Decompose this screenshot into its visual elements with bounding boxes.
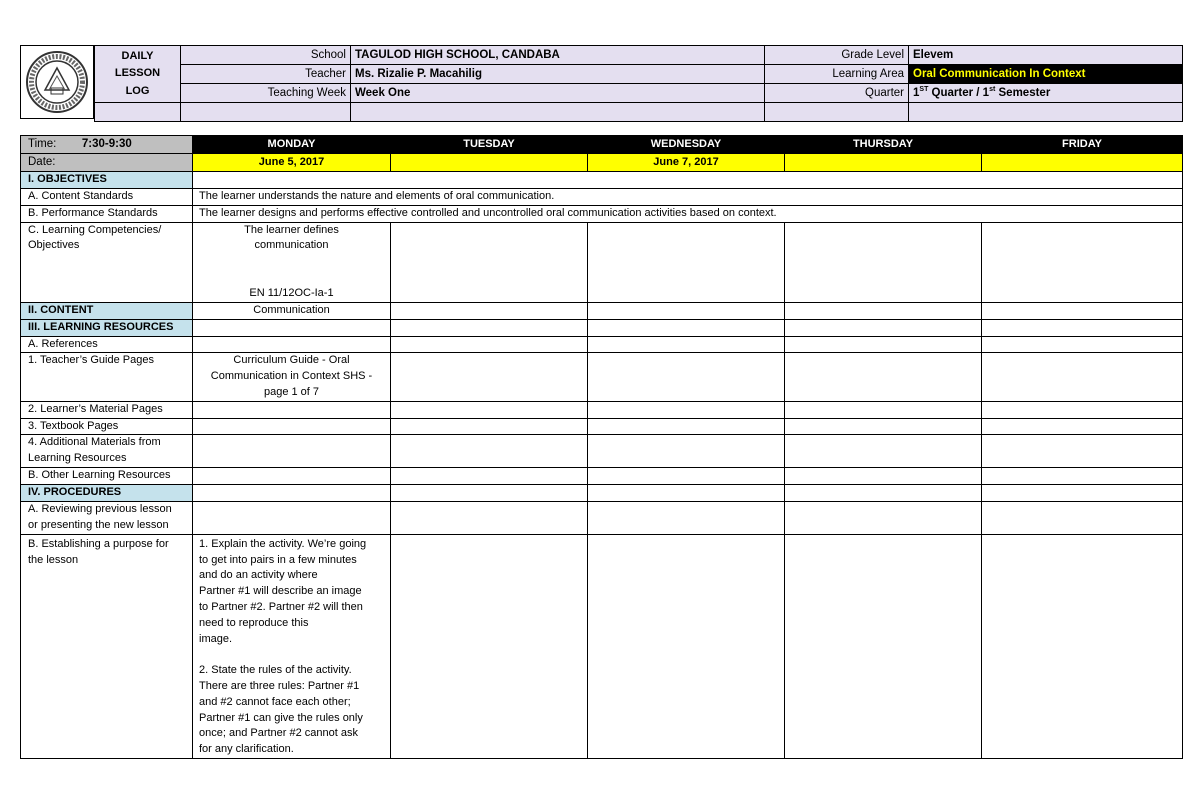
school-value: TAGULOD HIGH SCHOOL, CANDABA — [351, 46, 765, 65]
teachers-guide-monday-text: Curriculum Guide - Oral Communication in Context SHS - page 1 of 7 — [210, 354, 373, 398]
table-row — [21, 418, 1183, 435]
dll-header — [20, 45, 1182, 119]
empty-cell — [193, 502, 391, 535]
additional-materials-label-text: 4. Additional Materials from Learning Resources — [28, 436, 161, 465]
objectives-section: I. OBJECTIVES — [21, 172, 193, 189]
day-header-row — [21, 136, 1183, 154]
school-label: School — [181, 46, 351, 65]
quarter-label: Quarter — [765, 84, 909, 103]
teachers-guide-monday — [193, 353, 391, 401]
time-cell — [21, 136, 193, 154]
establishing-purpose-monday — [193, 534, 391, 758]
empty-cell — [982, 401, 1183, 418]
empty-cell — [785, 418, 982, 435]
learners-material-label-text: 2. Learner’s Material Pages — [28, 402, 163, 415]
empty-cell — [588, 435, 785, 468]
procedures-section: IV. PROCEDURES — [21, 485, 193, 502]
empty-cell — [785, 353, 982, 401]
empty-cell — [765, 103, 909, 122]
empty-cell — [391, 485, 588, 502]
semester-superscript: st — [989, 86, 996, 94]
empty-cell — [982, 502, 1183, 535]
day-wednesday: WEDNESDAY — [588, 136, 785, 154]
empty-cell — [785, 502, 982, 535]
empty-cell — [588, 401, 785, 418]
quarter-number: 1 — [913, 87, 920, 99]
empty-cell — [391, 222, 588, 302]
table-row — [21, 205, 1183, 222]
semester-text: Semester — [995, 87, 1051, 99]
table-row — [21, 222, 1183, 302]
table-row — [21, 468, 1183, 485]
establishing-purpose-label-text: B. Establishing a purpose for the lesson — [28, 537, 169, 566]
empty-cell — [588, 319, 785, 336]
textbook-pages-label-text: 3. Textbook Pages — [28, 419, 119, 432]
date-wednesday: June 7, 2017 — [588, 154, 785, 172]
dll-title — [95, 46, 181, 103]
empty-cell — [391, 468, 588, 485]
empty-cell — [193, 485, 391, 502]
additional-materials-label — [21, 435, 193, 468]
performance-standards-label: B. Performance Standards — [21, 205, 193, 222]
empty-cell — [982, 353, 1183, 401]
empty-cell — [391, 401, 588, 418]
performance-standards-text: The learner designs and performs effective controlled and uncontrolled oral communication activities based on context. — [193, 205, 1183, 222]
empty-cell — [982, 435, 1183, 468]
empty-cell — [982, 319, 1183, 336]
empty-cell — [785, 435, 982, 468]
empty-cell — [909, 103, 1183, 122]
quarter-middle: Quarter / 1 — [928, 87, 990, 99]
learning-area-value: Oral Communication In Context — [909, 65, 1183, 84]
empty-cell — [588, 222, 785, 302]
learners-material-label — [21, 401, 193, 418]
day-thursday: THURSDAY — [785, 136, 982, 154]
empty-cell — [588, 485, 785, 502]
empty-cell — [391, 302, 588, 319]
date-friday — [982, 154, 1183, 172]
time-label: Time: — [28, 137, 57, 150]
competencies-monday-text: The learner defines communication EN 11/12OC-Ia-1 — [244, 223, 339, 299]
quarter-superscript: ST — [919, 86, 929, 94]
empty-cell — [193, 319, 391, 336]
empty-cell — [982, 485, 1183, 502]
empty-cell — [588, 468, 785, 485]
empty-cell — [982, 468, 1183, 485]
empty-cell — [391, 319, 588, 336]
teacher-label: Teacher — [181, 65, 351, 84]
date-tuesday — [391, 154, 588, 172]
table-row — [21, 401, 1183, 418]
competencies-label-text: C. Learning Competencies/ Objectives — [28, 223, 162, 252]
dll-title-line: LESSON — [114, 67, 161, 80]
learning-resources-section: III. LEARNING RESOURCES — [21, 319, 193, 336]
teachers-guide-label — [21, 353, 193, 401]
establishing-purpose-label — [21, 534, 193, 758]
table-row — [21, 435, 1183, 468]
empty-cell — [193, 435, 391, 468]
reviewing-lesson-label — [21, 502, 193, 535]
quarter-value — [909, 84, 1183, 103]
empty-cell — [391, 418, 588, 435]
empty-cell — [785, 534, 982, 758]
empty-cell — [785, 222, 982, 302]
content-monday: Communication — [193, 302, 391, 319]
empty-cell — [982, 534, 1183, 758]
empty-cell — [391, 353, 588, 401]
day-tuesday: TUESDAY — [391, 136, 588, 154]
empty-cell — [351, 103, 765, 122]
empty-cell — [588, 418, 785, 435]
grade-level-value: Elevem — [909, 46, 1183, 65]
empty-cell — [193, 401, 391, 418]
empty-cell — [785, 401, 982, 418]
learning-area-label: Learning Area — [765, 65, 909, 84]
other-resources-label: B. Other Learning Resources — [21, 468, 193, 485]
date-thursday — [785, 154, 982, 172]
empty-cell — [391, 534, 588, 758]
competencies-monday — [193, 222, 391, 302]
competencies-label — [21, 222, 193, 302]
table-row — [21, 534, 1183, 758]
table-row — [21, 353, 1183, 401]
empty-cell — [193, 172, 1183, 189]
table-row — [21, 336, 1183, 353]
empty-cell — [391, 435, 588, 468]
empty-cell — [785, 468, 982, 485]
empty-cell — [588, 336, 785, 353]
empty-cell — [588, 302, 785, 319]
reviewing-lesson-label-text: A. Reviewing previous lesson or presenting the new lesson — [28, 503, 172, 531]
table-row — [21, 172, 1183, 189]
table-row — [21, 319, 1183, 336]
empty-cell — [193, 418, 391, 435]
empty-cell — [588, 353, 785, 401]
teachers-guide-label-text: 1. Teacher’s Guide Pages — [28, 354, 154, 367]
table-row — [21, 502, 1183, 535]
day-friday: FRIDAY — [982, 136, 1183, 154]
date-label: Date: — [21, 154, 193, 172]
date-monday: June 5, 2017 — [193, 154, 391, 172]
content-standards-text: The learner understands the nature and elements of oral communication. — [193, 189, 1183, 206]
textbook-pages-label — [21, 418, 193, 435]
empty-cell — [588, 534, 785, 758]
empty-cell — [391, 336, 588, 353]
grade-level-label: Grade Level — [765, 46, 909, 65]
empty-cell — [391, 502, 588, 535]
day-monday: MONDAY — [193, 136, 391, 154]
empty-cell — [588, 502, 785, 535]
dll-title-line: LOG — [125, 84, 150, 97]
references-label: A. References — [21, 336, 193, 353]
table-row — [21, 485, 1183, 502]
lesson-log-table — [20, 135, 1183, 759]
date-row — [21, 154, 1183, 172]
content-section: II. CONTENT — [21, 302, 193, 319]
empty-cell — [785, 336, 982, 353]
empty-cell — [982, 418, 1183, 435]
teaching-week-value: Week One — [351, 84, 765, 103]
table-row — [21, 189, 1183, 206]
establishing-purpose-monday-text: 1. Explain the activity. We’re going to get into pairs in a few minutes and do an activity where Partner #1 will describe an image to Partner #2. Partner #2 will then need to reproduce this image. 2. State the rules of the activity. There are three rules: Partner #1 and #2 cannot face each other; Partner #1 can give the rules only once; and Partner #2 cannot ask for any clarification. — [199, 537, 367, 756]
empty-cell — [982, 336, 1183, 353]
empty-cell — [181, 103, 351, 122]
dll-title-line: DAILY — [121, 49, 154, 62]
empty-cell — [982, 222, 1183, 302]
teacher-value: Ms. Rizalie P. Macahilig — [351, 65, 765, 84]
empty-cell — [785, 485, 982, 502]
teaching-week-label: Teaching Week — [181, 84, 351, 103]
school-seal-icon — [20, 45, 94, 119]
empty-cell — [785, 319, 982, 336]
content-standards-label: A. Content Standards — [21, 189, 193, 206]
empty-cell — [193, 468, 391, 485]
time-value: 7:30-9:30 — [81, 137, 132, 150]
empty-cell — [193, 336, 391, 353]
empty-cell — [785, 302, 982, 319]
table-row — [21, 302, 1183, 319]
empty-cell — [95, 103, 181, 122]
empty-cell — [982, 302, 1183, 319]
